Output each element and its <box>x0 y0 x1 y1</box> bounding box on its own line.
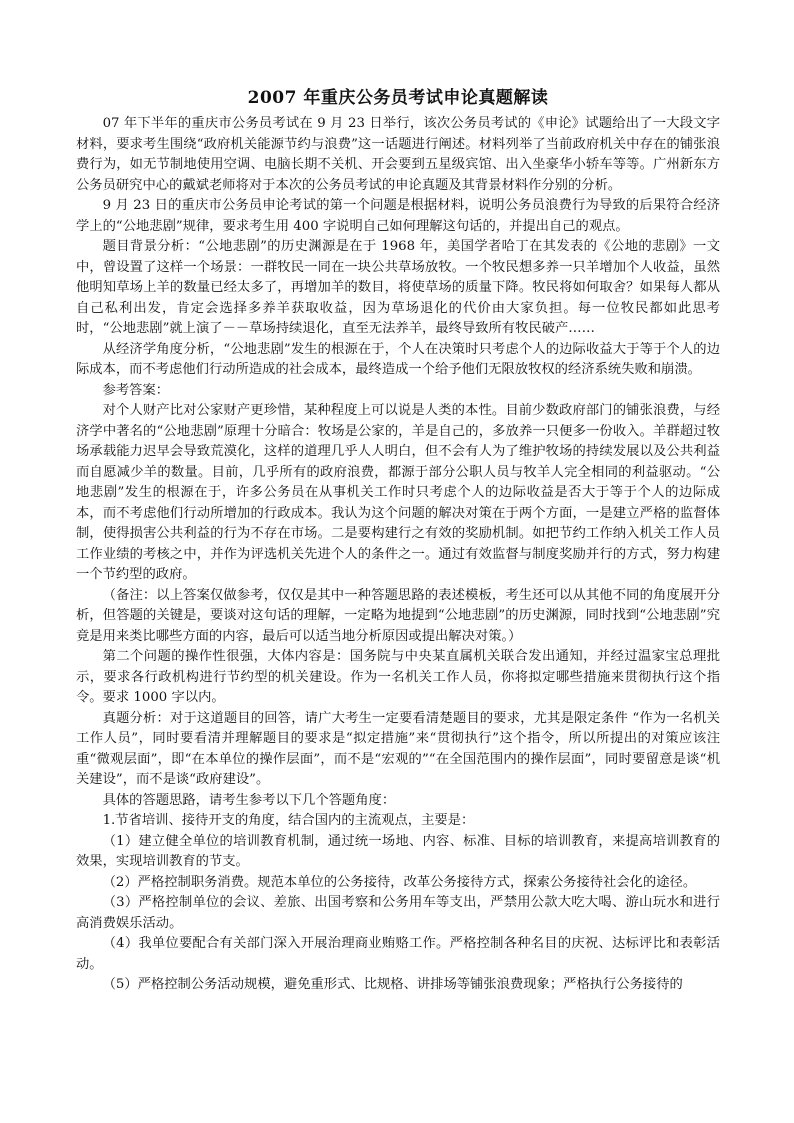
paragraph-answer-heading: 参考答案： <box>102 382 170 398</box>
paragraph-point-1: 1.节省培训、接待开支的角度，结合国内的主流观点，主要是： <box>102 813 475 828</box>
paragraph-note: （备注：以上答案仅做参考，仅仅是其中一种答题思路的表述模板，考生还可以从其他不同的角度展开分析，但答题的关键是，要谈对这句话的理解，一定略为地提到“公地悲剧”的历史渊源，同时找到“公地悲剧”究竟是用来类比哪些方面的内容，最后可以适当地分析原因或提出解决对策。） <box>76 587 720 644</box>
document-title: 2007 年重庆公务员考试申论真题解读 <box>247 88 549 108</box>
list-item-5: （5）严格控制公务活动规模，避免重形式、比规格、讲排场等铺张浪费现象；严格执行公务接待的 <box>102 977 683 992</box>
list-item-3: （3）严格控制单位的会议、差旅、出国考察和公务用车等支出，严禁用公款大吃大喝、游山玩水和进行高消费娱乐活动。 <box>76 895 720 931</box>
paragraph-intro: 07 年下半年的重庆市公务员考试在 9 月 23 日举行，该次公务员考试的《申论》试题给出了一大段文字材料，要求考生围绕“政府机关能源节约与浪费”这一话题进行阐述。材料列举了当前政府机关中存在的铺张浪费行为，如无节制地使用空调、电脑长期不关机、开会要到五星级宾馆、出入坐豪华小轿车等等。广州新东方公务员研究中心的戴斌老师将对于本次的公务员考试的申论真题及其背景材料作分别的分析。 <box>76 116 720 193</box>
paragraph-question-1: 9 月 23 日的重庆市公务员申论考试的第一个问题是根据材料，说明公务员浪费行为导致的后果符合经济学上的“公地悲剧”规律，要求考生用 400 字说明自己如何理解这句话的，并提出自己的观点。 <box>76 198 720 234</box>
list-item-1: （1）建立健全单位的培训教育机制，通过统一场地、内容、标准、目标的培训教育，来提高培训教育的效果，实现培训教育的节支。 <box>76 833 720 869</box>
document-body <box>76 114 720 996</box>
document-page <box>76 86 720 996</box>
paragraph-background-analysis: 题目背景分析：“公地悲剧”的历史渊源是在于 1968 年，美国学者哈丁在其发表的《公地的悲剧》一文中，曾设置了这样一个场景：一群牧民一同在一块公共草场放牧。一个牧民想多养一只羊增加个人收益，虽然他明知草场上羊的数量已经太多了，再增加羊的数目，将使草场的质量下降。牧民将如何取舍？如果每人都从自己私利出发，肯定会选择多养羊获取收益，因为草场退化的代价由大家负担。每一位牧民都如此思考时，“公地悲剧”就上演了－－草场持续退化，直至无法养羊，最终导致所有牧民破产…… <box>76 239 720 336</box>
paragraph-reference-answer: 对个人财产比对公家财产更珍惜，某种程度上可以说是人类的本性。目前少数政府部门的铺张浪费，与经济学中著名的“公地悲剧”原理十分暗合：牧场是公家的，羊是自己的，多放养一只便多一份收入。羊群超过牧场承载能力迟早会导致荒漠化，这样的道理几乎人人明白，但不会有人为了维护牧场的持续发展以及公共利益而自愿减少羊的数量。目前，几乎所有的政府浪费，都源于部分公职人员与牧羊人完全相同的利益驱动。“公地悲剧”发生的根源在于，许多公务员在从事机关工作时只考虑个人的边际收益是否大于等于个人的边际成本，而不考虑他们行动所增加的行政成本。我认为这个问题的解决对策在于两个方面，一是建立严格的监督体制，使得损害公共利益的行为不存在市场。二是要构建行之有效的奖励机制。如把节约工作纳入机关工作人员工作业绩的考核之中，并作为评选机关先进个人的条件之一。通过有效监督与制度奖励并行的方式，努力构建一个节约型的政府。 <box>76 403 720 582</box>
paragraph-economic-analysis: 从经济学角度分析，“公地悲剧”发生的根源在于，个人在决策时只考虑个人的边际收益大于等于个人的边际成本，而不考虑他们行动所造成的社会成本，最终造成一个给予他们无限放牧权的经济系统失败和崩溃。 <box>76 341 720 377</box>
paragraph-approach-intro: 具体的答题思路，请考生参考以下几个答题角度： <box>102 792 396 808</box>
list-item-4: （4）我单位要配合有关部门深入开展治理商业贿赂工作。严格控制各种名目的庆祝、达标评比和表彰活动。 <box>76 936 720 972</box>
list-item-2: （2）严格控制职务消费。规范本单位的公务接待，改革公务接待方式，探索公务接待社会化的途径。 <box>102 874 697 890</box>
paragraph-question-2-analysis: 真题分析：对于这道题目的回答，请广大考生一定要看清楚题目的要求，尤其是限定条件 “作为一名机关工作人员”，同时要看清并理解题目的要求是“拟定措施”来“贯彻执行”这个指令，所以所提出的对策应该注重“微观层面”，即“在本单位的操作层面”，而不是“宏观的”“在全国范围内的操作层面”，同时要留意是谈“机关建设”，而不是谈“政府建设”。 <box>76 710 720 787</box>
paragraph-question-2: 第二个问题的操作性很强，大体内容是：国务院与中央某直属机关联合发出通知，并经过温家宝总理批示，要求各行政机构进行节约型的机关建设。作为一名机关工作人员，你将拟定哪些措施来贯彻执行这个指令。要求 1000 字以内。 <box>76 649 720 705</box>
